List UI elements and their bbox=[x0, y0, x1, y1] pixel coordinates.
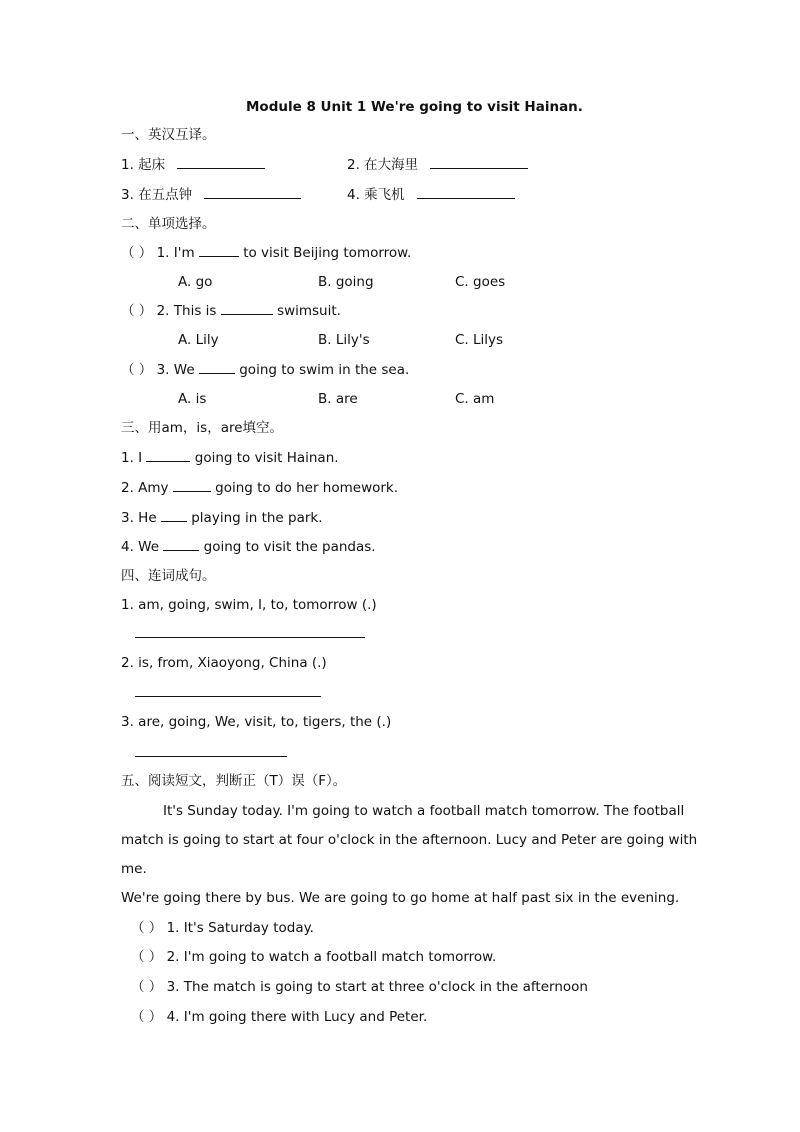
reading-line-4: We're going there by bus. We are going to go home at half past six in the evening. bbox=[121, 890, 680, 906]
answer-paren[interactable]: （ ） bbox=[121, 245, 153, 261]
option-a: A. go bbox=[178, 274, 213, 290]
tf-item-2-text: 2. I'm going to watch a football match tomorrow. bbox=[166, 949, 497, 965]
option-b: B. are bbox=[318, 391, 358, 407]
answer-blank[interactable] bbox=[417, 186, 515, 199]
answer-line[interactable] bbox=[135, 696, 321, 697]
fill-item-4-pre: 4. We bbox=[121, 539, 160, 555]
answer-blank[interactable] bbox=[204, 186, 301, 199]
fill-item-1-pre: 1. I bbox=[121, 450, 143, 466]
translate-item-1-text: 1. 起床 bbox=[121, 157, 166, 173]
mc-question-3-post: going to swim in the sea. bbox=[239, 362, 410, 378]
fill-item-4-post: going to visit the pandas. bbox=[203, 539, 376, 555]
answer-paren[interactable]: （ ） bbox=[131, 1009, 163, 1025]
answer-paren[interactable]: （ ） bbox=[121, 362, 153, 378]
answer-line[interactable] bbox=[135, 637, 365, 638]
reading-line-1: It's Sunday today. I'm going to watch a football match tomorrow. The football bbox=[163, 803, 685, 819]
answer-paren[interactable]: （ ） bbox=[121, 303, 153, 319]
answer-paren[interactable]: （ ） bbox=[131, 949, 163, 965]
mc-question-2-pre: 2. This is bbox=[156, 303, 217, 319]
fill-item-3-pre: 3. He bbox=[121, 510, 157, 526]
option-c: C. am bbox=[455, 391, 495, 407]
answer-blank[interactable] bbox=[173, 479, 211, 492]
option-c: C. goes bbox=[455, 274, 506, 290]
reorder-item-3: 3. are, going, We, visit, to, tigers, the (.) bbox=[121, 714, 392, 730]
mc-question-2 bbox=[121, 302, 341, 320]
translate-item-4 bbox=[347, 186, 515, 204]
tf-item-2 bbox=[131, 948, 496, 966]
tf-item-1-text: 1. It's Saturday today. bbox=[166, 920, 314, 936]
answer-blank[interactable] bbox=[161, 509, 187, 522]
option-c: C. Lilys bbox=[455, 332, 504, 348]
tf-item-4-text: 4. I'm going there with Lucy and Peter. bbox=[166, 1009, 428, 1025]
translate-item-1 bbox=[121, 156, 265, 174]
fill-item-1-post: going to visit Hainan. bbox=[194, 450, 339, 466]
section1-heading: 一、英汉互译。 bbox=[121, 127, 216, 143]
fill-item-2 bbox=[121, 479, 398, 497]
mc-question-2-post: swimsuit. bbox=[277, 303, 341, 319]
reading-line-3: me. bbox=[121, 861, 147, 877]
tf-item-4 bbox=[131, 1008, 427, 1026]
fill-item-2-pre: 2. Amy bbox=[121, 480, 169, 496]
answer-paren[interactable]: （ ） bbox=[131, 979, 163, 995]
tf-item-3 bbox=[131, 978, 588, 996]
translate-item-3-text: 3. 在五点钟 bbox=[121, 187, 193, 203]
reorder-item-1: 1. am, going, swim, I, to, tomorrow (.) bbox=[121, 597, 377, 613]
answer-blank[interactable] bbox=[163, 538, 199, 551]
fill-item-3-post: playing in the park. bbox=[191, 510, 323, 526]
translate-item-4-text: 4. 乘飞机 bbox=[347, 187, 405, 203]
section2-heading: 二、单项选择。 bbox=[121, 216, 216, 232]
mc-question-1-pre: 1. I'm bbox=[156, 245, 195, 261]
mc-question-1 bbox=[121, 244, 411, 262]
answer-blank[interactable] bbox=[177, 156, 265, 169]
tf-item-3-text: 3. The match is going to start at three o'clock in the afternoon bbox=[166, 979, 588, 995]
page-title: Module 8 Unit 1 We're going to visit Hainan. bbox=[246, 99, 583, 115]
mc-question-1-post: to visit Beijing tomorrow. bbox=[243, 245, 412, 261]
option-a: A. is bbox=[178, 391, 207, 407]
reorder-item-2: 2. is, from, Xiaoyong, China (.) bbox=[121, 655, 327, 671]
fill-item-2-post: going to do her homework. bbox=[215, 480, 399, 496]
reading-line-2: match is going to start at four o'clock in the afternoon. Lucy and Peter are going with bbox=[121, 832, 698, 848]
answer-line[interactable] bbox=[135, 756, 287, 757]
mc-question-3-pre: 3. We bbox=[156, 362, 195, 378]
section3-heading: 三、用am，is，are填空。 bbox=[121, 420, 284, 436]
answer-blank bbox=[221, 302, 273, 315]
translate-item-2-text: 2. 在大海里 bbox=[347, 157, 419, 173]
fill-item-3 bbox=[121, 509, 323, 527]
mc-question-3 bbox=[121, 361, 409, 379]
section5-heading: 五、阅读短文，判断正（T）误（F）。 bbox=[121, 773, 347, 789]
tf-item-1 bbox=[131, 919, 314, 937]
fill-item-4 bbox=[121, 538, 376, 556]
option-b: B. going bbox=[318, 274, 374, 290]
answer-blank[interactable] bbox=[146, 449, 190, 462]
translate-item-2 bbox=[347, 156, 528, 174]
answer-blank bbox=[199, 361, 235, 374]
translate-item-3 bbox=[121, 186, 301, 204]
answer-blank[interactable] bbox=[430, 156, 528, 169]
section4-heading: 四、连词成句。 bbox=[121, 568, 216, 584]
fill-item-1 bbox=[121, 449, 339, 467]
answer-paren[interactable]: （ ） bbox=[131, 920, 163, 936]
option-a: A. Lily bbox=[178, 332, 219, 348]
answer-blank bbox=[199, 244, 239, 257]
option-b: B. Lily's bbox=[318, 332, 370, 348]
